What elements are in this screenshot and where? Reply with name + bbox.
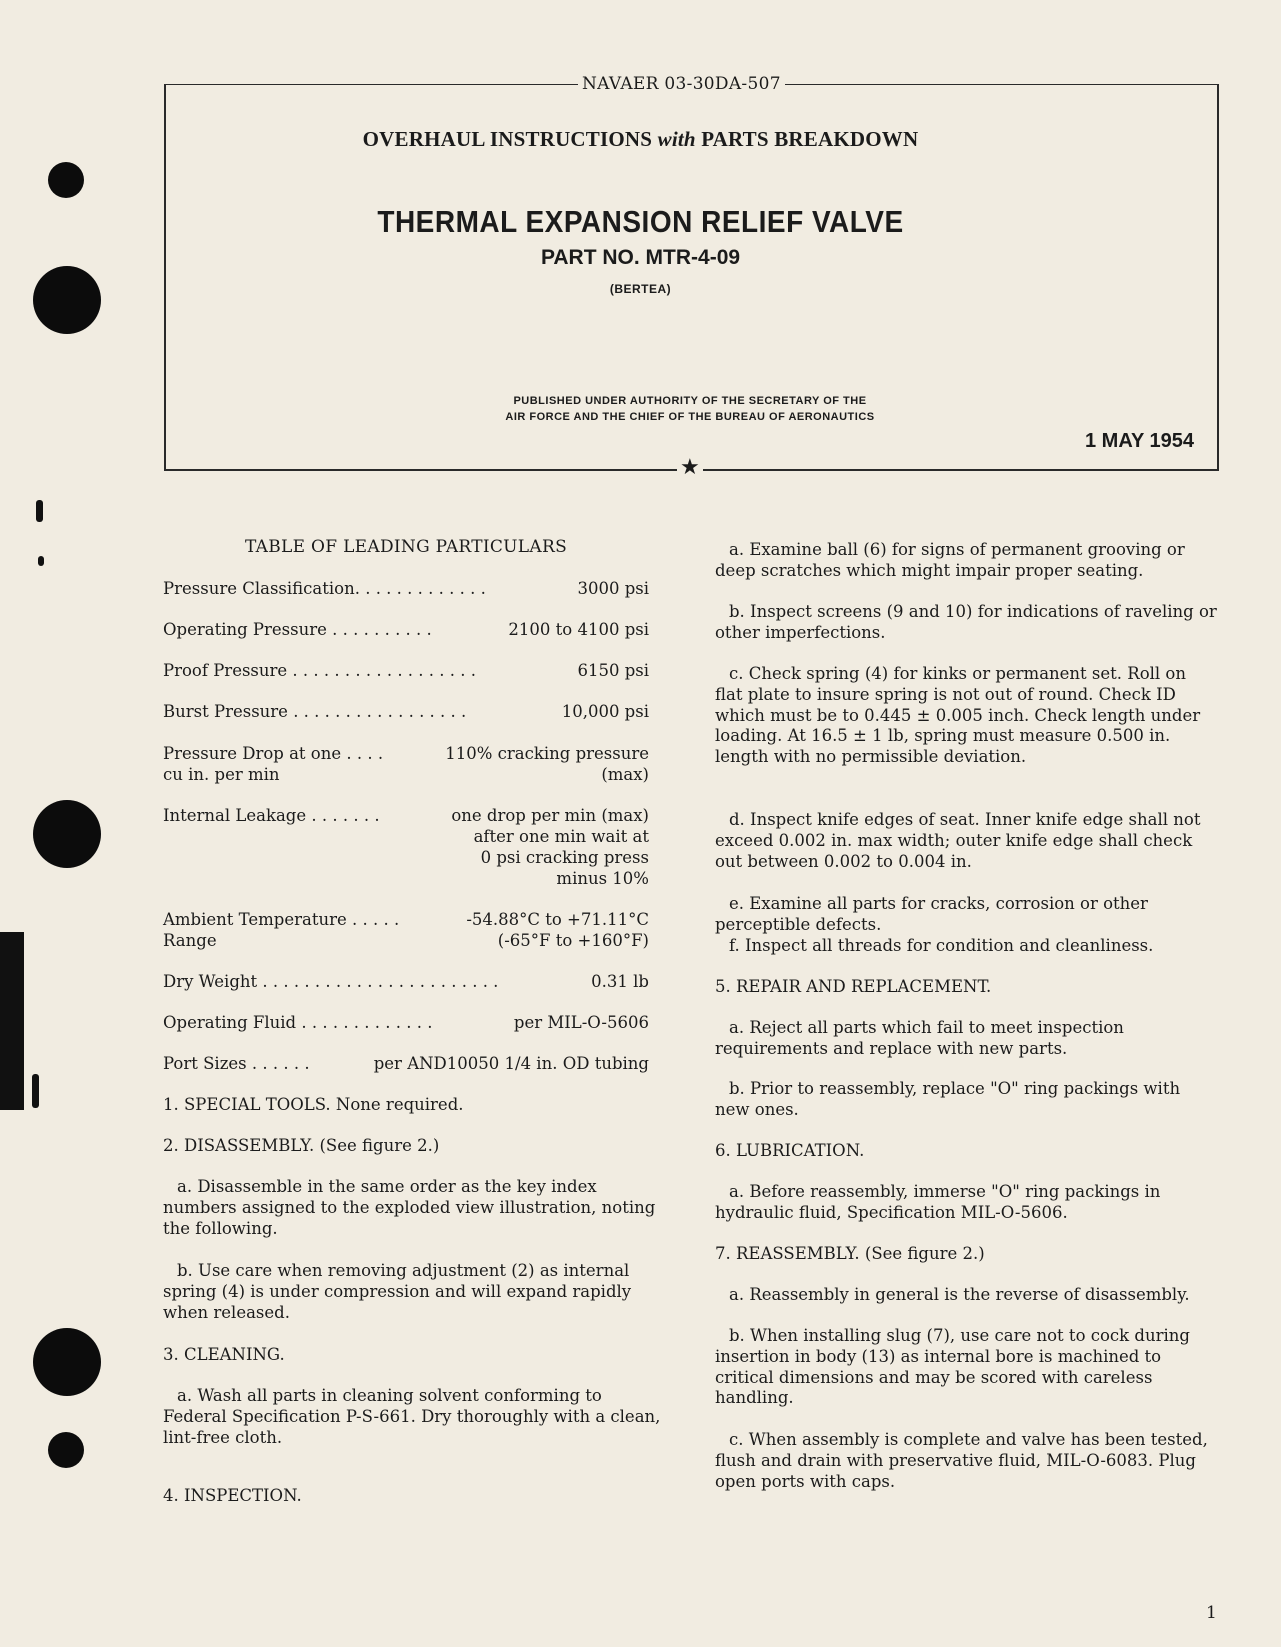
section-heading: 6. LUBRICATION. (715, 1141, 865, 1160)
spec-value: after one min wait at (473, 827, 649, 846)
paragraph: f. Inspect all threads for condition and cleanliness. (729, 936, 1154, 955)
paragraph: a. Disassemble in the same order as the key index numbers assigned to the exploded view illustration, noting the following. (163, 1177, 656, 1238)
spec-label: Operating Fluid . . . . . . . . . . . . . (163, 1013, 433, 1032)
scan-artifact (36, 500, 43, 522)
section-heading: 5. REPAIR AND REPLACEMENT. (715, 977, 992, 996)
spec-label: Range (163, 931, 217, 950)
paragraph: a. Before reassembly, immerse "O" ring packings in hydraulic fluid, Specification MIL-O-5606. (715, 1182, 1161, 1222)
spec-label: Pressure Classification. . . . . . . . . . . . . (163, 579, 486, 598)
series-title-part: OVERHAUL INSTRUCTIONS (362, 127, 658, 151)
paragraph: b. Use care when removing adjustment (2) as internal spring (4) is under compression and will expand rapidly when released. (163, 1261, 632, 1322)
spec-value: 3000 psi (577, 579, 649, 598)
spec-value: per AND10050 1/4 in. OD tubing (373, 1054, 649, 1073)
spec-value: (-65°F to +160°F) (497, 931, 649, 950)
authority-statement (460, 393, 920, 425)
paragraph: c. When assembly is complete and valve has been tested, flush and drain with preservative fluid, MIL-O-6083. Plug open ports with caps. (715, 1430, 1208, 1491)
series-title-with: with (657, 127, 696, 151)
spec-value: 6150 psi (577, 661, 649, 680)
authority-line: PUBLISHED UNDER AUTHORITY OF THE SECRETARY OF THE (513, 395, 867, 407)
spec-value: 2100 to 4100 psi (508, 620, 649, 639)
particulars-heading-wrap (163, 537, 649, 558)
binder-hole (33, 1328, 101, 1396)
spec-value: one drop per min (max) (451, 806, 649, 825)
spec-value: 110% cracking pressure (445, 744, 649, 763)
spec-label: Port Sizes . . . . . . (163, 1054, 310, 1073)
section-heading: 7. REASSEMBLY. (See figure 2.) (715, 1244, 985, 1263)
spec-label: Proof Pressure . . . . . . . . . . . . . . . . . . (163, 661, 476, 680)
paragraph: d. Inspect knife edges of seat. Inner knife edge shall not exceed 0.002 in. max width; outer knife edge shall check out between 0.002 to 0.004 in. (715, 810, 1201, 871)
star-icon: ★ (677, 456, 703, 480)
paragraph: a. Reject all parts which fail to meet inspection requirements and replace with new parts. (715, 1018, 1124, 1058)
paragraph: b. When installing slug (7), use care not to cock during insertion in body (13) as internal bore is machined to critical dimensions and may be scored with careless handling. (715, 1326, 1190, 1408)
spec-value: 0.31 lb (591, 972, 649, 991)
spec-value: 0 psi cracking press (480, 848, 649, 867)
section-heading: 3. CLEANING. (163, 1345, 285, 1364)
authority-line: AIR FORCE AND THE CHIEF OF THE BUREAU OF AERONAUTICS (505, 411, 875, 423)
particulars-heading: TABLE OF LEADING PARTICULARS (244, 537, 568, 557)
binder-hole (33, 266, 101, 334)
spec-label: cu in. per min (163, 765, 280, 784)
paragraph: e. Examine all parts for cracks, corrosion or other perceptible defects. (715, 894, 1148, 934)
spec-label: Burst Pressure . . . . . . . . . . . . . . . . . (163, 702, 467, 721)
spec-value: minus 10% (556, 869, 649, 888)
paragraph: b. Inspect screens (9 and 10) for indications of raveling or other imperfections. (715, 602, 1217, 642)
paragraph: b. Prior to reassembly, replace "O" ring packings with new ones. (715, 1079, 1181, 1119)
spec-label: Ambient Temperature . . . . . (163, 910, 400, 929)
spec-label: Operating Pressure . . . . . . . . . . (163, 620, 432, 639)
document-number: NAVAER 03-30DA-507 (578, 74, 785, 94)
paragraph: a. Examine ball (6) for signs of permanent grooving or deep scratches which might impair proper seating. (715, 540, 1185, 580)
binder-hole (33, 800, 101, 868)
publication-date: 1 MAY 1954 (1085, 430, 1194, 452)
spec-label: Dry Weight . . . . . . . . . . . . . . . . . . . . . . . (163, 972, 499, 991)
paragraph: a. Reassembly in general is the reverse of disassembly. (729, 1285, 1190, 1304)
series-title (0, 127, 1281, 152)
spec-label: Internal Leakage . . . . . . . (163, 806, 380, 825)
section-heading: 4. INSPECTION. (163, 1486, 302, 1505)
spec-value: -54.88°C to +71.11°C (466, 910, 649, 929)
spec-value: 10,000 psi (561, 702, 649, 721)
scan-artifact (32, 1074, 39, 1108)
binder-hole (48, 1432, 84, 1468)
section-heading: 2. DISASSEMBLY. (See figure 2.) (163, 1136, 440, 1155)
spec-value: (max) (601, 765, 649, 784)
series-title-part: PARTS BREAKDOWN (695, 127, 919, 151)
scan-artifact (0, 932, 24, 1110)
spec-value: per MIL-O-5606 (513, 1013, 649, 1032)
section-heading: 1. SPECIAL TOOLS. None required. (163, 1095, 464, 1114)
page-number: 1 (1206, 1603, 1217, 1623)
binder-hole (48, 162, 84, 198)
spec-label: Pressure Drop at one . . . . (163, 744, 384, 763)
page-title: THERMAL EXPANSION RELIEF VALVE (377, 204, 904, 239)
paragraph: c. Check spring (4) for kinks or permanent set. Roll on flat plate to insure spring is not out of round. Check ID which must be to 0.445 ± 0.005 inch. Check length under loading. At 16.5 ± 1 lb, spring must measure 0.500 in. length with no permissible deviation. (715, 664, 1201, 767)
manufacturer: (BERTEA) (609, 282, 672, 296)
scan-artifact (38, 556, 44, 566)
part-number: PART NO. MTR-4-09 (540, 246, 741, 269)
paragraph: a. Wash all parts in cleaning solvent conforming to Federal Specification P-S-661. Dry thoroughly with a clean, lint-free cloth. (163, 1386, 661, 1447)
